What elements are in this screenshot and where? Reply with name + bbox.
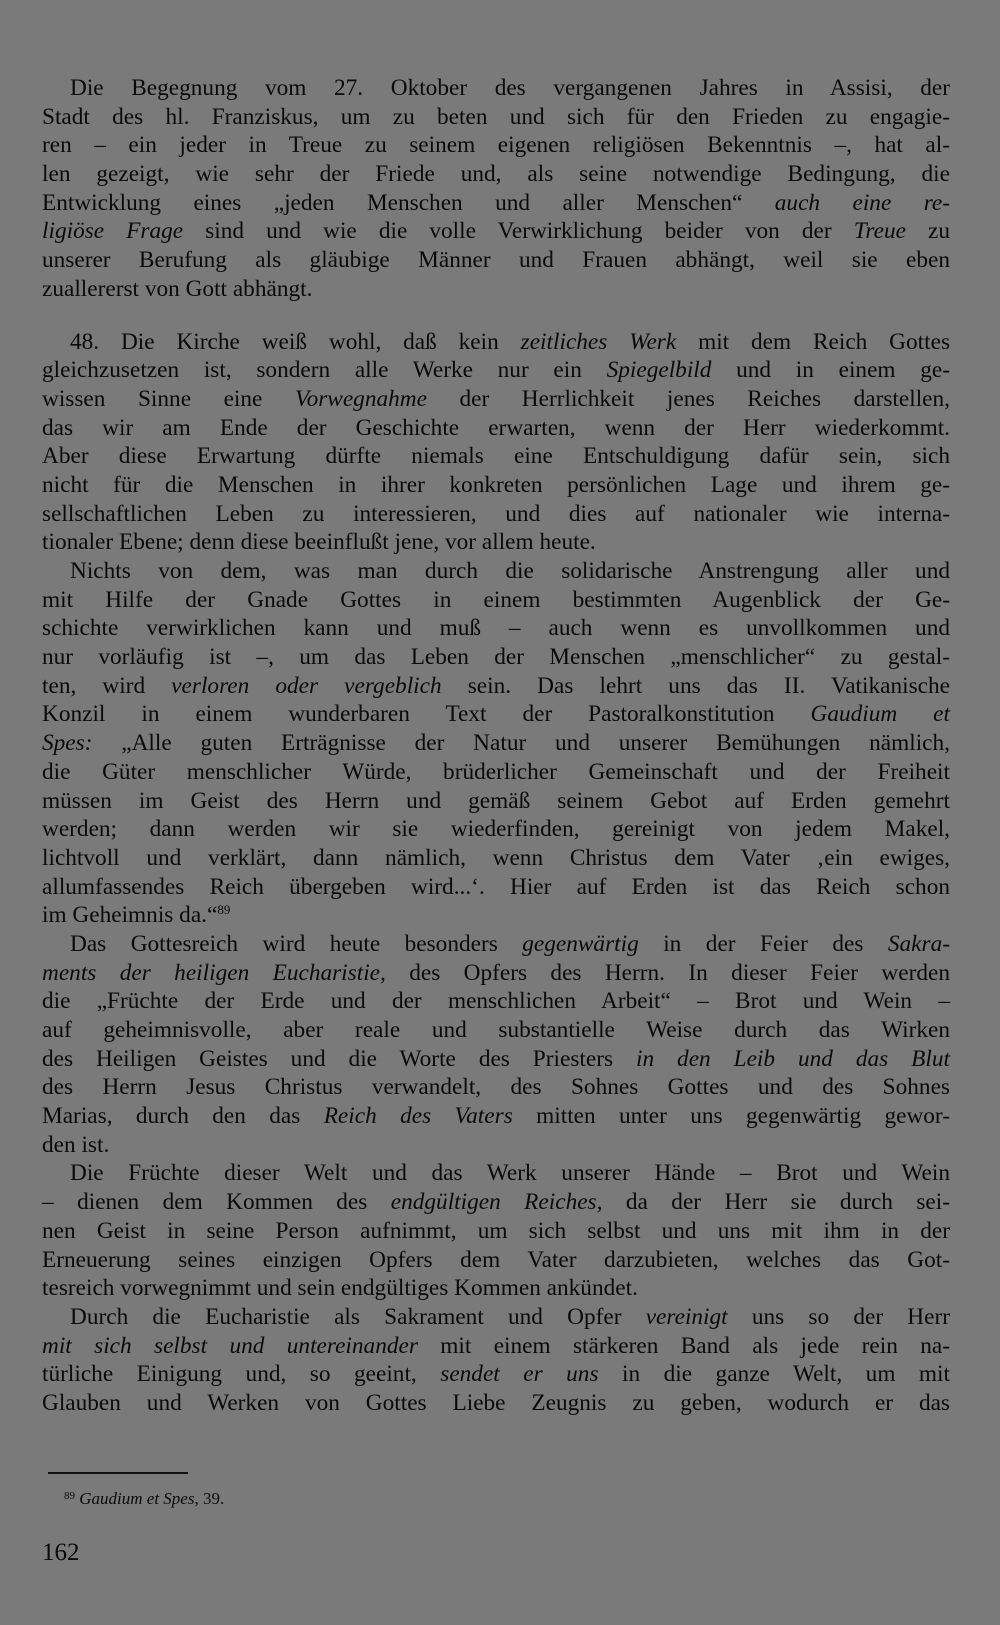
- footnote: [64, 1488, 224, 1510]
- text-line: [42, 1217, 950, 1246]
- paragraph: [42, 74, 950, 304]
- text-line: [42, 442, 950, 471]
- text-segment: den ist.: [42, 1131, 110, 1158]
- text-segment: nicht für die Menschen in ihrer konkreten persönlichen Lage und ihrem ge-: [42, 471, 950, 498]
- text-segment: in die ganze Welt, um mit: [598, 1361, 950, 1388]
- text-segment: des Heiligen Geistes und die Worte des Priesters: [42, 1045, 636, 1072]
- text-segment: sind und wie die volle Verwirklichung beider von der: [183, 218, 854, 245]
- text-segment: mitten unter uns gegenwärtig gewor-: [512, 1103, 950, 1130]
- paragraph: [42, 557, 950, 930]
- text-segment: Erneuerung seines einzigen Opfers dem Vater darzubieten, welches das Got-: [42, 1246, 950, 1273]
- text-line: [42, 414, 950, 443]
- text-segment: müssen im Geist des Herrn und gemäß seinem Gebot auf Erden gemehrt: [42, 787, 950, 814]
- text-segment: nen Geist in seine Person aufnimmt, um sich selbst und uns mit ihm in der: [42, 1217, 950, 1244]
- text-segment: ten, wird: [42, 672, 172, 699]
- text-segment: 48. Die Kirche weiß wohl, daß kein: [70, 328, 521, 355]
- text-segment: tesreich vorwegnimmt und sein endgültiges Kommen ankündet.: [42, 1275, 638, 1302]
- text-line: [42, 385, 950, 414]
- text-segment: allumfassendes Reich übergeben wird...‘. Hier auf Erden ist das Reich schon: [42, 873, 950, 900]
- text-segment: des Opfers des Herrn. In dieser Feier werden: [385, 959, 950, 986]
- text-line: [42, 586, 950, 615]
- text-segment: die Güter menschlicher Würde, brüderlicher Gemeinschaft und der Freiheit: [42, 758, 950, 785]
- text-line: [42, 1332, 950, 1361]
- italic-text: zeitliches Werk: [520, 328, 677, 355]
- text-line: [42, 217, 950, 246]
- text-line: [42, 729, 950, 758]
- text-line: [42, 1360, 950, 1389]
- text-line: [42, 1131, 950, 1160]
- text-segment: Stadt des hl. Franziskus, um zu beten und sich für den Frieden zu engagie-: [42, 103, 950, 130]
- text-line: [42, 74, 950, 103]
- text-segment: Aber diese Erwartung dürfte niemals eine Entschuldigung dafür sein, sich: [42, 443, 950, 470]
- text-segment: sellschaftlichen Leben zu interessieren, und dies auf nationaler wie interna-: [42, 500, 950, 527]
- text-segment: zu: [905, 218, 950, 245]
- text-line: [42, 1045, 950, 1074]
- footnote-rule: [48, 1472, 188, 1474]
- text-line: [42, 1389, 950, 1418]
- text-segment: lichtvoll und verklärt, dann nämlich, wenn Christus dem Vater ‚ein ewiges,: [42, 844, 950, 871]
- paragraph: [42, 1303, 950, 1418]
- text-line: [42, 1303, 950, 1332]
- text-line: [42, 1188, 950, 1217]
- paragraph-gap: [42, 304, 950, 328]
- text-segment: in der Feier des: [638, 930, 888, 957]
- text-line: [42, 1274, 950, 1303]
- text-line: [42, 758, 950, 787]
- italic-text: Gaudium et: [810, 701, 950, 728]
- text-segment: Die Begegnung vom 27. Oktober des vergangenen Jahres in Assisi, der: [70, 75, 950, 101]
- text-line: [42, 1016, 950, 1045]
- text-segment: im Geheimnis da.“: [42, 902, 218, 929]
- text-segment: uns so der Herr: [727, 1303, 950, 1330]
- text-line: [42, 557, 950, 586]
- text-line: [42, 328, 950, 357]
- text-line: [42, 1073, 950, 1102]
- text-line: [42, 873, 950, 902]
- italic-text: Sakra-: [887, 930, 950, 957]
- page-number: 162: [42, 1539, 80, 1566]
- footnote-reference: , 39.: [194, 1489, 225, 1508]
- text-segment: – dienen dem Kommen des: [42, 1189, 391, 1216]
- text-segment: das wir am Ende der Geschichte erwarten, wenn der Herr wiederkommt.: [42, 414, 950, 441]
- text-line: [42, 246, 950, 275]
- text-segment: da der Herr sie durch sei-: [602, 1189, 950, 1216]
- italic-text: verloren oder vergeblich: [171, 672, 442, 699]
- text-segment: Konzil in einem wunderbaren Text der Pastoralkonstitution: [42, 701, 811, 728]
- text-line: [42, 787, 950, 816]
- italic-text: Reich des Vaters: [323, 1103, 513, 1130]
- text-segment: türliche Einigung und, so geeint,: [42, 1361, 441, 1388]
- text-line: [42, 987, 950, 1016]
- italic-text: in den Leib und das Blut: [635, 1045, 950, 1072]
- text-segment: des Herrn Jesus Christus verwandelt, des Sohnes Gottes und des Sohnes: [42, 1074, 950, 1101]
- text-segment: unserer Berufung als gläubige Männer und Frauen abhängt, weil sie eben: [42, 247, 950, 274]
- italic-text: ligiöse Frage: [42, 218, 184, 245]
- text-line: [42, 1246, 950, 1275]
- italic-text: endgültigen Reiches,: [390, 1189, 603, 1216]
- text-segment: tionaler Ebene; denn diese beeinflußt jene, vor allem heute.: [42, 529, 596, 556]
- text-segment: Die Früchte dieser Welt und das Werk unserer Hände – Brot und Wein: [70, 1160, 950, 1187]
- text-line: [42, 131, 950, 160]
- body-text: [42, 74, 950, 1418]
- text-segment: mit dem Reich Gottes: [676, 328, 951, 355]
- text-line: [42, 103, 950, 132]
- text-line: [42, 1159, 950, 1188]
- text-line: [42, 500, 950, 529]
- text-segment: werden; dann werden wir sie wiederfinden, gereinigt von jedem Makel,: [42, 816, 950, 843]
- text-segment: mit einem stärkeren Band als jede rein na-: [417, 1332, 951, 1359]
- paragraph: [42, 328, 950, 558]
- text-segment: nur vorläufig ist –, um das Leben der Menschen „menschlicher“ zu gestal-: [42, 644, 950, 671]
- text-line: [42, 1102, 950, 1131]
- text-segment: der Herrlichkeit jenes Reiches darstellen,: [426, 385, 950, 412]
- text-line: [42, 844, 950, 873]
- text-segment: wissen Sinne eine: [42, 385, 295, 412]
- italic-text: ments der heiligen Eucharistie,: [42, 959, 386, 986]
- text-segment: Entwicklung eines „jeden Menschen und aller Menschen“: [42, 189, 775, 216]
- text-segment: zuallererst von Gott abhängt.: [42, 275, 313, 302]
- text-line: [42, 614, 950, 643]
- text-segment: Nichts von dem, was man durch die solidarische Anstrengung aller und: [70, 558, 950, 584]
- footnote-marker: 89: [64, 1490, 75, 1502]
- text-segment: len gezeigt, wie sehr der Friede und, als seine notwendige Bedingung, die: [42, 161, 950, 188]
- text-line: [42, 471, 950, 500]
- text-segment: auf geheimnisvolle, aber reale und substantielle Weise durch das Wirken: [42, 1017, 950, 1043]
- italic-text: auch eine re-: [774, 189, 950, 216]
- footnote-reference-mark: 89: [217, 902, 231, 918]
- text-line: [42, 959, 950, 988]
- italic-text: Spiegelbild: [606, 357, 712, 384]
- text-segment: Das Gottesreich wird heute besonders: [70, 930, 523, 957]
- text-line: [42, 700, 950, 729]
- text-line: [42, 528, 950, 557]
- text-segment: gleichzusetzen ist, sondern alle Werke nur ein: [42, 357, 607, 384]
- text-line: [42, 643, 950, 672]
- italic-text: sendet er uns: [440, 1361, 599, 1388]
- text-segment: schichte verwirklichen kann und muß – auch wenn es unvollkommen und: [42, 615, 950, 642]
- text-segment: Marias, durch den das: [42, 1103, 324, 1130]
- text-segment: ren – ein jeder in Treue zu seinem eigenen religiösen Bekenntnis –, hat al-: [42, 132, 950, 159]
- italic-text: Spes:: [42, 730, 93, 757]
- text-segment: und in einem ge-: [711, 357, 950, 384]
- paragraph: [42, 1159, 950, 1302]
- text-line: [42, 275, 950, 304]
- text-segment: sein. Das lehrt uns das II. Vatikanische: [441, 672, 950, 699]
- text-line: [42, 672, 950, 701]
- text-segment: die „Früchte der Erde und der menschlichen Arbeit“ – Brot und Wein –: [42, 988, 950, 1015]
- text-segment: mit Hilfe der Gnade Gottes in einem bestimmten Augenblick der Ge-: [42, 586, 950, 613]
- text-line: [42, 189, 950, 218]
- italic-text: Vorwegnahme: [294, 385, 427, 412]
- text-line: [42, 901, 950, 930]
- text-line: [42, 815, 950, 844]
- text-line: [42, 160, 950, 189]
- footnote-source: Gaudium et Spes: [79, 1489, 195, 1508]
- italic-text: mit sich selbst und untereinander: [42, 1332, 418, 1359]
- text-line: [42, 356, 950, 385]
- italic-text: gegenwärtig: [522, 930, 639, 957]
- text-segment: „Alle guten Erträgnisse der Natur und unserer Bemühungen nämlich,: [92, 730, 950, 757]
- italic-text: Treue: [853, 218, 906, 245]
- text-segment: Durch die Eucharistie als Sakrament und Opfer: [70, 1303, 646, 1330]
- text-segment: Glauben und Werken von Gottes Liebe Zeugnis zu geben, wodurch er das: [42, 1389, 950, 1416]
- paragraph: [42, 930, 950, 1160]
- text-line: [42, 930, 950, 959]
- italic-text: vereinigt: [645, 1303, 728, 1330]
